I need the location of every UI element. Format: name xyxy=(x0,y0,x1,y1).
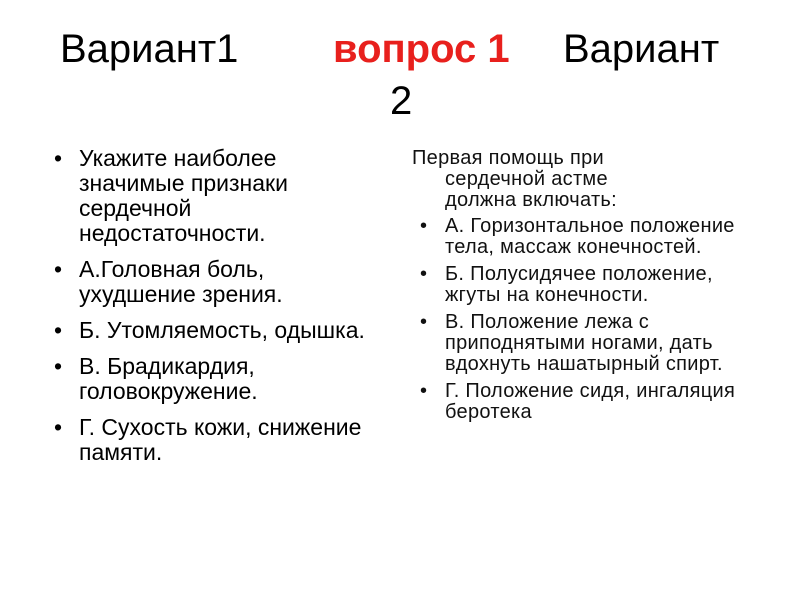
answer-v: В. Брадикардия, головокружение. xyxy=(79,353,258,404)
bullet-icon: • xyxy=(54,353,63,379)
left-question-list xyxy=(46,146,376,476)
answer-b: Б. Утомляемость, одышка. xyxy=(79,317,365,343)
bullet-icon: • xyxy=(420,311,428,333)
answer-g: Г. Сухость кожи, снижение памяти. xyxy=(79,414,362,465)
bullet-icon: • xyxy=(54,256,63,282)
list-item xyxy=(412,381,772,423)
list-item xyxy=(46,415,376,465)
list-item xyxy=(412,312,772,375)
question-text: Укажите наиболее значимые признаки сердечной недостаточности. xyxy=(79,145,288,246)
bullet-icon: • xyxy=(54,145,63,171)
intro-line-2: сердечной астме xyxy=(445,168,608,190)
list-item xyxy=(46,146,376,246)
title-variant-2: Вариант xyxy=(563,27,720,71)
bullet-icon: • xyxy=(54,414,63,440)
slide-title xyxy=(0,26,800,136)
answer-a: А.Головная боль, ухудшение зрения. xyxy=(79,256,283,307)
title-variant-2-number: 2 xyxy=(390,79,413,123)
answer-v: В. Положение лежа с приподнятыми ногами, дать вдохнуть нашатырный спирт. xyxy=(445,311,723,375)
bullet-icon: • xyxy=(420,215,428,237)
list-item xyxy=(46,354,376,404)
question-text xyxy=(412,148,772,211)
right-answer-list xyxy=(412,216,772,423)
list-item xyxy=(46,257,376,307)
title-question: вопрос 1 xyxy=(333,27,510,71)
answer-g: Г. Положение сидя, ингаляция беротека xyxy=(445,380,736,423)
title-variant-1: Вариант1 xyxy=(60,27,239,71)
intro-line-1: Первая помощь при xyxy=(412,147,605,169)
intro-line-3: должна включать: xyxy=(445,189,617,211)
list-item xyxy=(46,318,376,343)
right-question-block xyxy=(412,148,772,429)
bullet-icon: • xyxy=(54,317,63,343)
answer-a: А. Горизонтальное положение тела, массаж конечностей. xyxy=(445,215,735,258)
list-item xyxy=(412,216,772,258)
bullet-icon: • xyxy=(420,263,428,285)
list-item xyxy=(412,264,772,306)
answer-b: Б. Полусидячее положение, жгуты на конечности. xyxy=(445,263,713,306)
bullet-icon: • xyxy=(420,380,428,402)
